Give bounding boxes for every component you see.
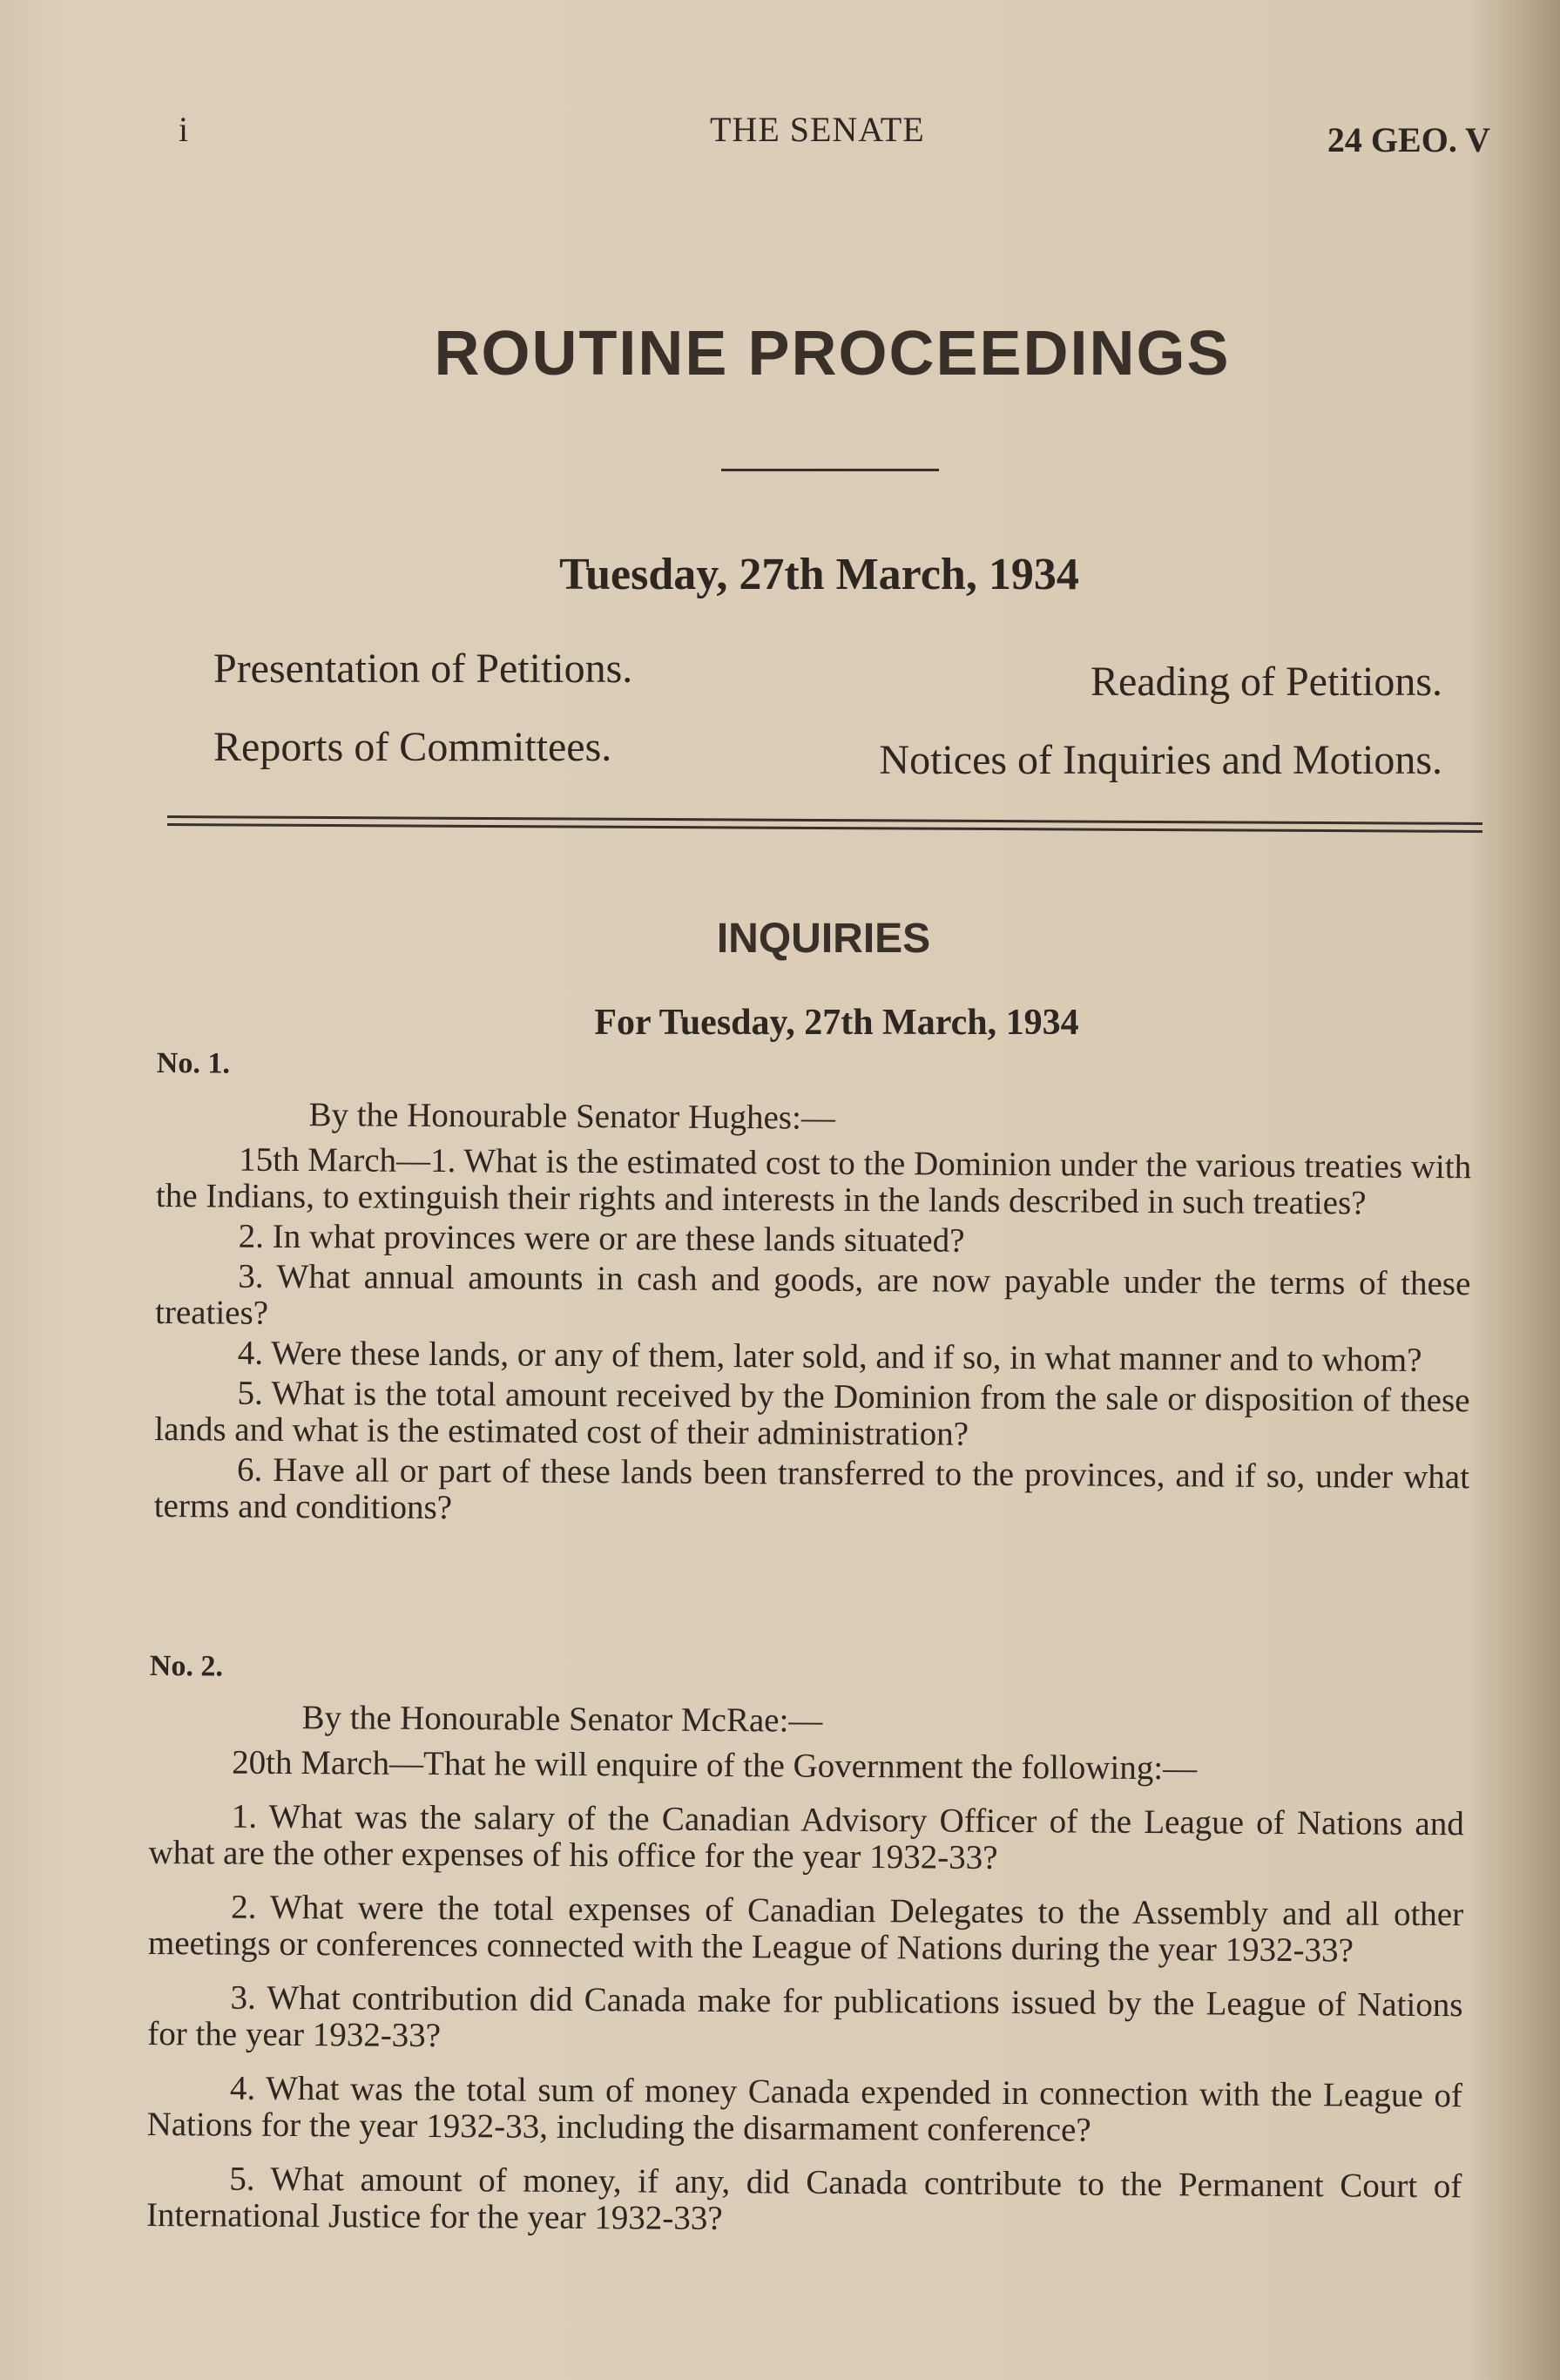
double-rule-divider (167, 815, 1482, 833)
header-title: THE SENATE (710, 110, 925, 149)
inquiry-author: By the Honourable Senator Hughes:— (308, 1096, 836, 1137)
inquiry-paragraph: 6. Have all or part of these lands been transferred to the provinces, and if so, under what terms and conditions? (153, 1450, 1470, 1527)
inquiry-paragraph: 1. What was the salary of the Canadian Advisory Officer of the League of Nations and what are the other expenses of his office for the year 1932-33? (148, 1797, 1464, 1876)
inquiry-number: No. 2. (149, 1650, 224, 1683)
inquiry-block (154, 1045, 1472, 1536)
routine-item: Reading of Petitions. (1091, 659, 1442, 705)
sitting-date: Tuesday, 27th March, 1934 (559, 550, 1079, 599)
section-title: INQUIRIES (716, 916, 931, 962)
main-title: ROUTINE PROCEEDINGS (434, 319, 1231, 389)
short-rule-divider (721, 469, 939, 471)
inquiry-paragraph: 2. What were the total expenses of Canadian Delegates to the Assembly and all other meetings or conferences connected with the League of Nations during the year 1932-33? (147, 1888, 1464, 1970)
inquiry-paragraph: 2. In what provinces were or are these lands situated? (238, 1217, 965, 1260)
inquiry-paragraph: 3. What annual amounts in cash and goods, are now payable under the terms of these treaties? (154, 1257, 1471, 1332)
inquiry-paragraph: 4. Were these lands, or any of them, later sold, and if so, in what manner and to whom? (237, 1334, 1422, 1379)
inquiry-paragraph: 5. What is the total amount received by the Dominion from the sale or disposition of these lands and what is the estimated cost of their administration? (154, 1374, 1470, 1453)
routine-item: Notices of Inquiries and Motions. (879, 737, 1442, 783)
inquiry-paragraph: 3. What contribution did Canada make for publications issued by the League of Nations for the year 1932-33? (147, 1978, 1463, 2055)
inquiry-paragraph: 15th March—1. What is the estimated cost to the Dominion under the various treaties with the Indians, to extinguish their rights and interests in the lands described in such treaties? (155, 1140, 1472, 1222)
section-date: For Tuesday, 27th March, 1934 (594, 1003, 1079, 1043)
routine-item: Reports of Committees. (213, 724, 612, 770)
regnal-year: 24 GEO. V (1327, 120, 1490, 159)
inquiry-number: No. 1. (156, 1047, 231, 1080)
inquiry-author: By the Honourable Senator McRae:— (301, 1699, 823, 1740)
inquiry-paragraph: 20th March—That he will enquire of the Government the following:— (232, 1743, 1198, 1788)
inquiry-paragraph: 4. What was the total sum of money Canada expended in connection with the League of Nations for the year 1932-33, including the disarmament conference? (146, 2069, 1463, 2149)
page-number: i (179, 110, 189, 149)
routine-item: Presentation of Petitions. (213, 646, 633, 692)
inquiry-paragraph: 5. What amount of money, if any, did Canada contribute to the Permanent Court of International Justice for the year 1932-33? (145, 2160, 1462, 2238)
inquiry-block (146, 1648, 1465, 2259)
running-header (170, 109, 1490, 161)
